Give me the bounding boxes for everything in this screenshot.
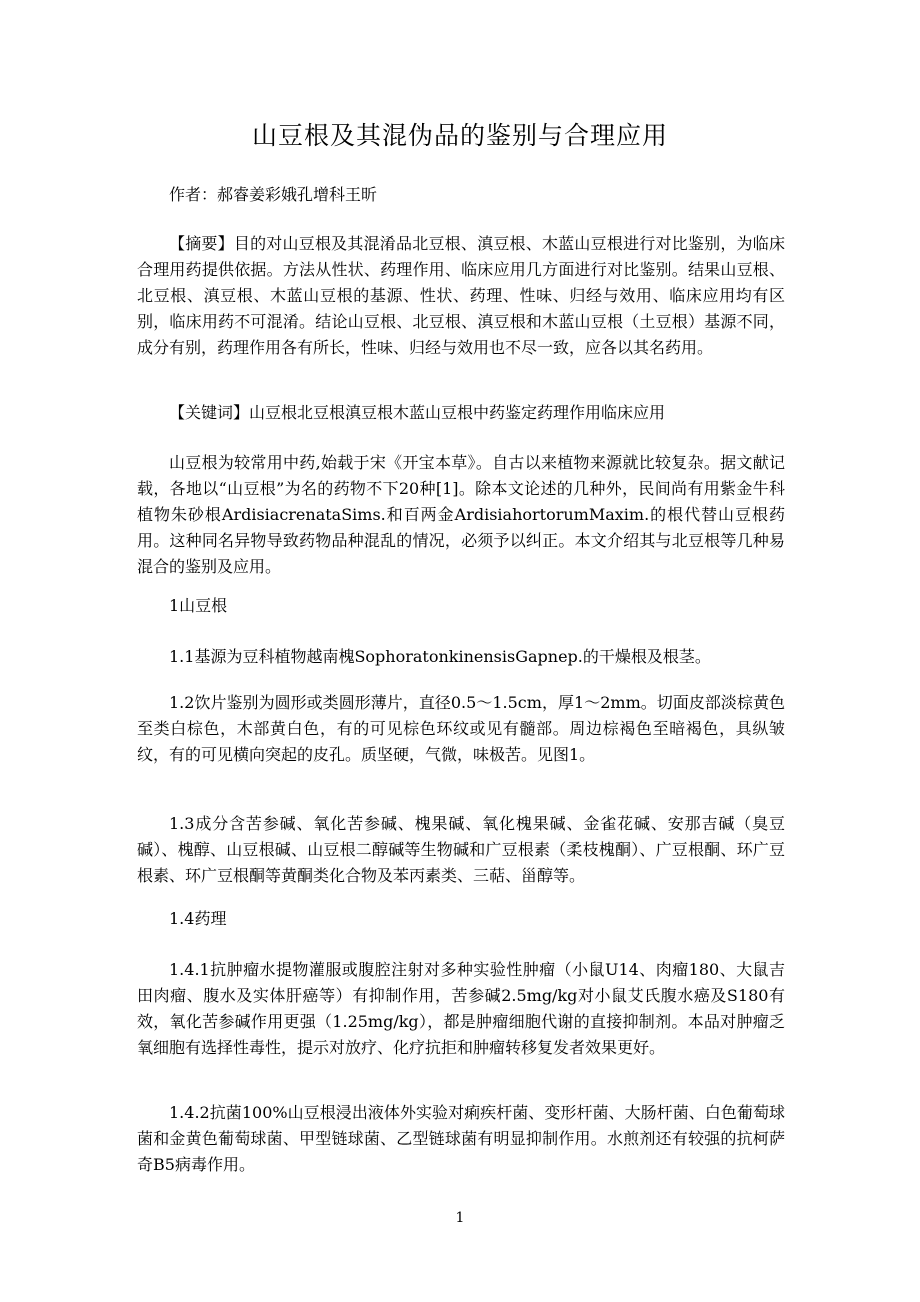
paragraph-1-1: 1.1基源为豆科植物越南槐SophoratonkinensisGapnep.的干燥根及根茎。: [169, 647, 711, 666]
paragraph-1-4-1: 1.4.1抗肿瘤水提物灌服或腹腔注射对多种实验性肿瘤（小鼠U14、肉瘤180、大鼠吉田肉瘤、腹水及实体肝癌等）有抑制作用，苦参碱2.5mg/kg对小鼠艾氏腹水癌及S180有效，氧化苦参碱作用更强（1.25mg/kg），都是肿瘤细胞代谢的直接抑制剂。本品对肿瘤乏氧细胞有选择性毒性，提示对放疗、化疗抗拒和肿瘤转移复发者效果更好。: [137, 960, 785, 1057]
intro-paragraph: 山豆根为较常用中药,始载于宋《开宝本草》。自古以来植物来源就比较复杂。据文献记载，各地以“山豆根”为名的药物不下20种[1]。除本文论述的几种外，民间尚有用紫金牛科植物朱砂根ArdisiacrenataSims.和百两金ArdisiahortorumMaxim.的根代替山豆根药用。这种同名异物导致药物品种混乱的情况，必须予以纠正。本文介绍其与北豆根等几种易混合的鉴别及应用。: [137, 453, 785, 576]
page-number: 1: [455, 1210, 465, 1226]
author-line: 作者：郝睿姜彩娥孔增科王昕: [169, 185, 378, 204]
paragraph-1-3: 1.3成分含苦参碱、氧化苦参碱、槐果碱、氧化槐果碱、金雀花碱、安那吉碱（臭豆碱）、槐醇、山豆根碱、山豆根二醇碱等生物碱和广豆根素（柔枝槐酮）、广豆根酮、环广豆根素、环广豆根酮等黄酮类化合物及苯丙素类、三萜、甾醇等。: [137, 814, 785, 885]
paragraph-1-4-2: 1.4.2抗菌100%山豆根浸出液体外实验对痢疾杆菌、变形杆菌、大肠杆菌、白色葡萄球菌和金黄色葡萄球菌、甲型链球菌、乙型链球菌有明显抑制作用。水煎剂还有较强的抗柯萨奇B5病毒作用。: [137, 1103, 785, 1174]
document-title: 山豆根及其混伪品的鉴别与合理应用: [251, 121, 668, 150]
section-heading-1-4: 1.4药理: [169, 909, 227, 928]
abstract-paragraph: 【摘要】目的对山豆根及其混淆品北豆根、滇豆根、木蓝山豆根进行对比鉴别，为临床合理用药提供依据。方法从性状、药理作用、临床应用几方面进行对比鉴别。结果山豆根、北豆根、滇豆根、木蓝山豆根的基源、性状、药理、性味、归经与效用、临床应用均有区别，临床用药不可混淆。结论山豆根、北豆根、滇豆根和木蓝山豆根（土豆根）基源不同，成分有别，药理作用各有所长，性味、归经与效用也不尽一致，应各以其名药用。: [137, 234, 785, 357]
section-heading-1: 1山豆根: [169, 596, 228, 615]
paragraph-1-2: 1.2饮片鉴别为圆形或类圆形薄片，直径0.5～1.5cm，厚1～2mm。切面皮部淡棕黄色至类白棕色，木部黄白色，有的可见棕色环纹或见有髓部。周边棕褐色至暗褐色，具纵皱纹，有的可见横向突起的皮孔。质坚硬，气微，味极苦。见图1。: [137, 693, 785, 764]
keywords-paragraph: 【关键词】山豆根北豆根滇豆根木蓝山豆根中药鉴定药理作用临床应用: [169, 403, 666, 422]
